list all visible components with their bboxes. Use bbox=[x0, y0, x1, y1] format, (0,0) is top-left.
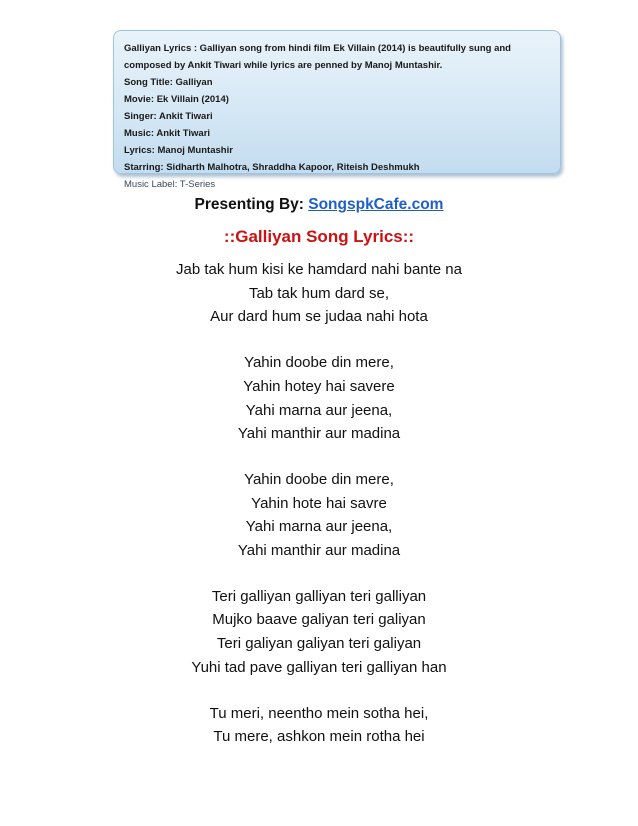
lyrics-stanza bbox=[0, 351, 638, 446]
info-song-title: Song Title: Galliyan bbox=[124, 77, 213, 88]
lyric-line: Yahin hote hai savre bbox=[251, 494, 387, 512]
lyric-line: Yahin hotey hai savere bbox=[243, 377, 395, 395]
lyric-line: Tu mere, ashkon mein rotha hei bbox=[213, 728, 425, 746]
lyric-line: Mujko baave galiyan teri galiyan bbox=[212, 611, 426, 629]
lyric-line: Yahi manthir aur madina bbox=[237, 425, 401, 443]
lyric-line: Teri galliyan galliyan teri galliyan bbox=[211, 587, 427, 605]
info-music-label: Music Label: T-Series bbox=[124, 179, 216, 190]
lyric-line: Tab tak hum dard se, bbox=[248, 284, 390, 302]
lyric-line: Yahin doobe din mere, bbox=[244, 470, 394, 488]
lyric-line: Yahi marna aur jeena, bbox=[245, 401, 393, 419]
lyrics-stanza bbox=[0, 258, 638, 329]
lyric-line: Tu meri, neentho mein sotha hei, bbox=[209, 704, 429, 722]
info-description-line-2: composed by Ankit Tiwari while lyrics are penned by Manoj Muntashir. bbox=[124, 60, 443, 71]
presenting-by bbox=[0, 195, 638, 215]
presenting-label: Presenting By: bbox=[194, 196, 304, 213]
lyric-line: Teri galiyan galiyan teri galiyan bbox=[216, 635, 422, 653]
lyric-line: Yahi marna aur jeena, bbox=[245, 518, 393, 536]
info-movie: Movie: Ek Villain (2014) bbox=[124, 94, 229, 105]
info-music: Music: Ankit Tiwari bbox=[124, 128, 211, 139]
lyrics-stanza bbox=[0, 702, 638, 749]
info-singer: Singer: Ankit Tiwari bbox=[124, 111, 213, 122]
lyrics-stanza bbox=[0, 585, 638, 680]
lyric-line: Yuhi tad pave galliyan teri galliyan han bbox=[191, 658, 447, 676]
site-link[interactable]: SongspkCafe.com bbox=[308, 196, 444, 213]
lyric-line: Jab tak hum kisi ke hamdard nahi bante na bbox=[175, 261, 462, 278]
lyric-line: Aur dard hum se judaa nahi hota bbox=[210, 308, 428, 326]
info-description-line-1: Galliyan Lyrics : Galliyan song from hindi film Ek Villain (2014) is beautifully sung and bbox=[124, 43, 511, 54]
info-lyricist: Lyrics: Manoj Muntashir bbox=[124, 145, 233, 156]
lyric-line: Yahin doobe din mere, bbox=[244, 354, 394, 372]
lyrics-stanza bbox=[0, 468, 638, 563]
song-info-box bbox=[113, 30, 561, 190]
info-starring: Starring: Sidharth Malhotra, Shraddha Kapoor, Riteish Deshmukh bbox=[124, 162, 420, 173]
lyrics-body bbox=[0, 258, 638, 771]
song-title-heading: ::Galliyan Song Lyrics:: bbox=[223, 227, 415, 246]
lyric-line: Yahi manthir aur madina bbox=[237, 542, 401, 560]
